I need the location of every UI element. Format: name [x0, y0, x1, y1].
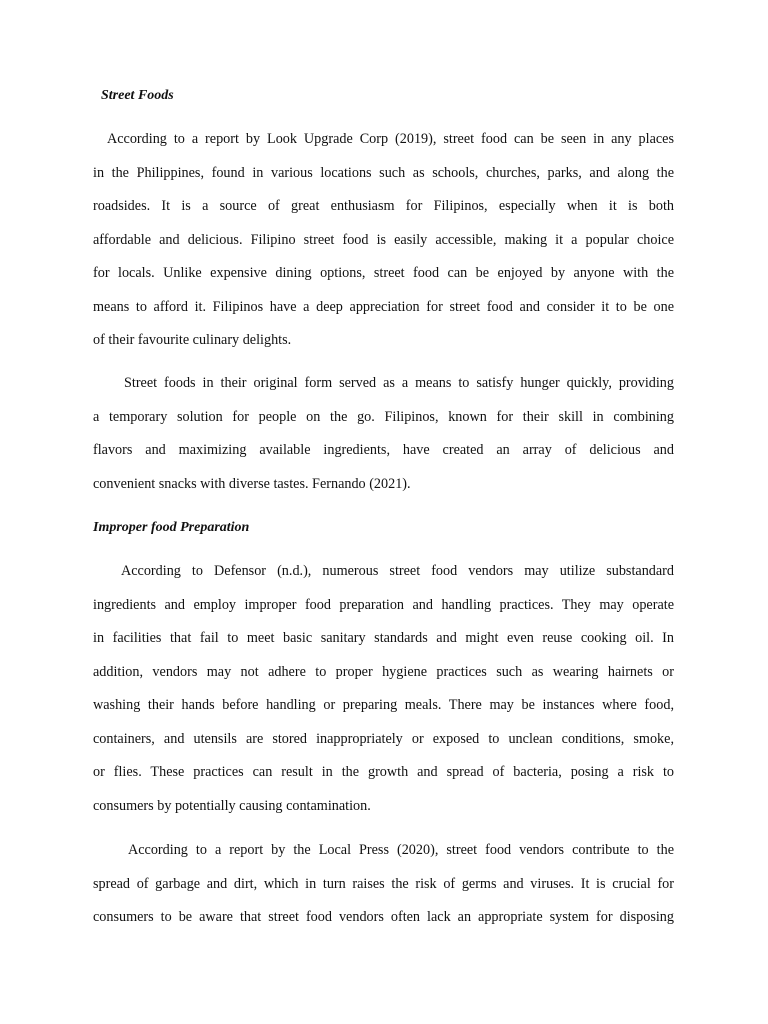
- text-line: addition, vendors may not adhere to proper hygiene practices such as wearing hairnets or: [93, 664, 674, 680]
- text-line: containers, and utensils are stored inappropriately or exposed to unclean conditions, smoke,: [93, 731, 674, 747]
- section-heading-street-foods: Street Foods: [101, 88, 174, 103]
- text-line: spread of garbage and dirt, which in turn raises the risk of germs and viruses. It is crucial for: [93, 876, 674, 892]
- section-heading-improper-food-preparation: Improper food Preparation: [93, 520, 250, 535]
- text-line: in facilities that fail to meet basic sanitary standards and might even reuse cooking oil. In: [93, 630, 674, 646]
- text-line: According to a report by Look Upgrade Corp (2019), street food can be seen in any places: [107, 131, 674, 147]
- text-line: roadsides. It is a source of great enthusiasm for Filipinos, especially when it is both: [93, 198, 674, 214]
- text-line: washing their hands before handling or preparing meals. There may be instances where food,: [93, 697, 674, 713]
- text-line: According to a report by the Local Press (2020), street food vendors contribute to the: [128, 842, 674, 858]
- text-line: in the Philippines, found in various locations such as schools, churches, parks, and along the: [93, 165, 674, 181]
- text-line: means to afford it. Filipinos have a deep appreciation for street food and consider it to be one: [93, 299, 674, 315]
- text-line: consumers to be aware that street food vendors often lack an appropriate system for disposing: [93, 909, 674, 925]
- text-line: ingredients and employ improper food preparation and handling practices. They may operate: [93, 597, 674, 613]
- text-line: a temporary solution for people on the go. Filipinos, known for their skill in combining: [93, 409, 674, 425]
- text-line: convenient snacks with diverse tastes. Fernando (2021).: [93, 476, 411, 492]
- text-line: consumers by potentially causing contamination.: [93, 798, 371, 814]
- text-line: of their favourite culinary delights.: [93, 332, 292, 348]
- text-line: Street foods in their original form served as a means to satisfy hunger quickly, providing: [124, 375, 674, 391]
- text-line: flavors and maximizing available ingredients, have created an array of delicious and: [93, 442, 674, 458]
- text-line: According to Defensor (n.d.), numerous street food vendors may utilize substandard: [121, 563, 674, 579]
- text-line: affordable and delicious. Filipino street food is easily accessible, making it a popular choice: [93, 232, 674, 248]
- text-line: or flies. These practices can result in the growth and spread of bacteria, posing a risk to: [93, 764, 674, 780]
- text-line: for locals. Unlike expensive dining options, street food can be enjoyed by anyone with the: [93, 265, 674, 281]
